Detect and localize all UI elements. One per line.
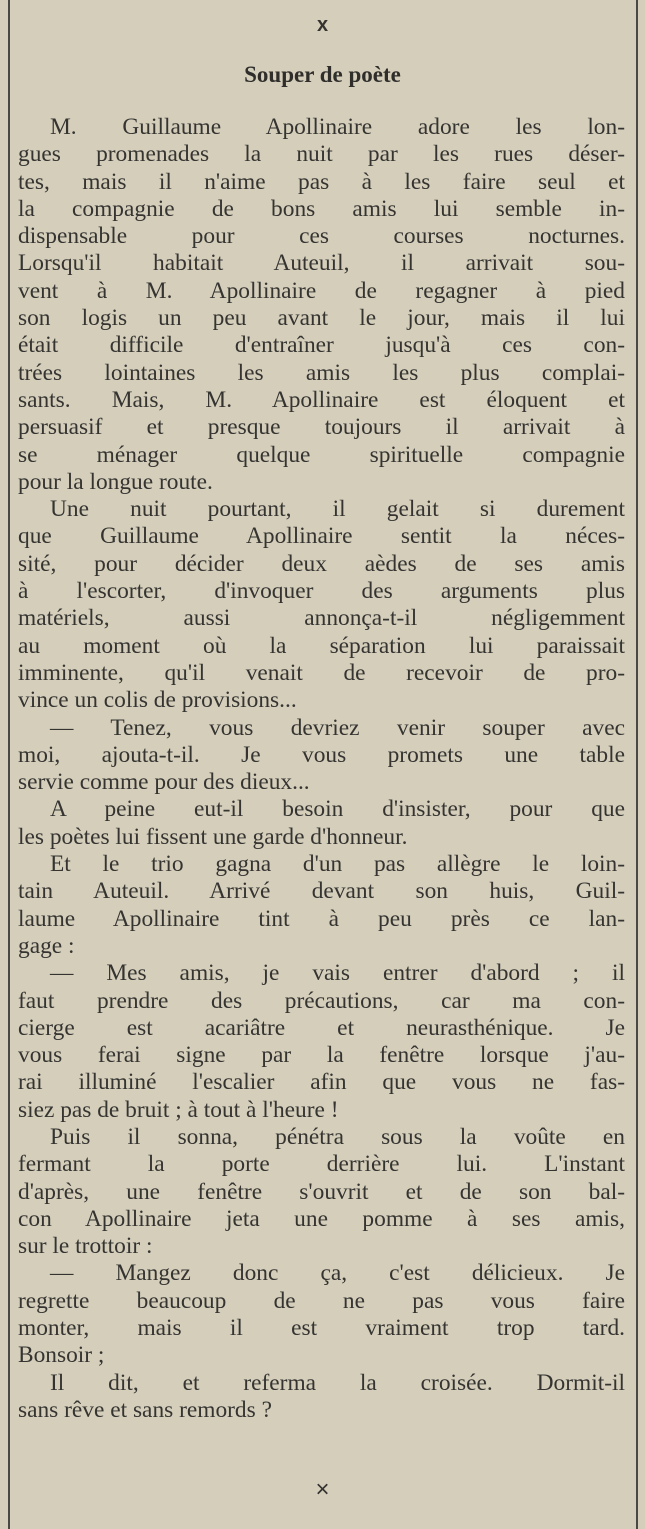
text-line: se ménager quelque spirituelle compagnie: [18, 441, 625, 468]
text-line: Puis il sonna, pénétra sous la voûte en: [50, 1123, 625, 1150]
text-line: gage :: [18, 932, 75, 959]
text-line: A peine eut-il besoin d'insister, pour que: [50, 796, 625, 823]
column-rule-left: [8, 0, 10, 1529]
text-line: tes, mais il n'aime pas à les faire seul et: [18, 168, 625, 195]
text-line: que Guillaume Apollinaire sentit la néces-: [18, 523, 625, 550]
text-line: sité, pour décider deux aèdes de ses amis: [18, 550, 625, 577]
text-line: cierge est acariâtre et neurasthénique. Je: [18, 1014, 625, 1041]
text-line: gues promenades la nuit par les rues déser-: [18, 141, 625, 168]
text-line: — Mangez donc ça, c'est délicieux. Je: [50, 1260, 625, 1287]
text-line: faut prendre des précautions, car ma con-: [18, 987, 625, 1014]
text-line: les poètes lui fissent une garde d'honneur.: [18, 823, 408, 850]
text-line: con Apollinaire jeta une pomme à ses amis,: [18, 1205, 625, 1232]
article-body: [18, 114, 625, 1424]
text-line: trées lointaines les amis les plus complai-: [18, 359, 625, 386]
text-line: moi, ajouta-t-il. Je vous promets une table: [18, 741, 625, 768]
text-line: Lorsqu'il habitait Auteuil, il arrivait sou-: [18, 250, 625, 277]
text-line: siez pas de bruit ; à tout à l'heure !: [18, 1096, 339, 1123]
text-line: dispensable pour ces courses nocturnes.: [18, 223, 625, 250]
text-line: Bonsoir ;: [18, 1342, 105, 1369]
text-line: Il dit, et referma la croisée. Dormit-il: [50, 1369, 625, 1396]
text-line: Une nuit pourtant, il gelait si durement: [50, 496, 625, 523]
text-line: matériels, aussi annonça-t-il négligemment: [18, 605, 625, 632]
text-line: rai illuminé l'escalier afin que vous ne fas-: [18, 1069, 625, 1096]
text-line: persuasif et presque toujours il arrivait à: [18, 414, 625, 441]
article-title: Souper de poète: [244, 62, 401, 87]
text-line: servie comme pour des dieux...: [18, 769, 310, 796]
ornament-top: x: [316, 14, 329, 36]
text-line: imminente, qu'il venait de recevoir de pro-: [18, 659, 625, 686]
text-line: fermant la porte derrière lui. L'instant: [18, 1151, 625, 1178]
text-line: pour la longue route.: [18, 468, 213, 495]
text-line: vous ferai signe par la fenêtre lorsque j'au-: [18, 1042, 625, 1069]
text-line: laume Apollinaire tint à peu près ce lan-: [18, 905, 625, 932]
text-line: — Mes amis, je vais entrer d'abord ; il: [50, 960, 625, 987]
text-line: sants. Mais, M. Apollinaire est éloquent et: [18, 386, 625, 413]
ornament-bottom: ×: [315, 1476, 330, 1503]
text-line: d'après, une fenêtre s'ouvrit et de son bal-: [18, 1178, 625, 1205]
text-line: vince un colis de provisions...: [18, 687, 297, 714]
text-line: vent à M. Apollinaire de regagner à pied: [18, 277, 625, 304]
text-line: sans rêve et sans remords ?: [18, 1396, 272, 1423]
text-line: à l'escorter, d'invoquer des arguments plus: [18, 578, 625, 605]
text-line: la compagnie de bons amis lui semble in-: [18, 195, 625, 222]
text-line: sur le trottoir :: [18, 1233, 153, 1260]
text-line: était difficile d'entraîner jusqu'à ces con-: [18, 332, 625, 359]
text-line: monter, mais il est vraiment trop tard.: [18, 1315, 625, 1342]
text-line: regrette beaucoup de ne pas vous faire: [18, 1287, 625, 1314]
text-line: M. Guillaume Apollinaire adore les lon-: [50, 114, 625, 140]
text-line: — Tenez, vous devriez venir souper avec: [50, 714, 625, 741]
text-line: tain Auteuil. Arrivé devant son huis, Guil-: [18, 878, 625, 905]
text-line: son logis un peu avant le jour, mais il lui: [18, 305, 625, 332]
text-line: Et le trio gagna d'un pas allègre le loin-: [50, 851, 625, 878]
text-line: au moment où la séparation lui paraissait: [18, 632, 625, 659]
column-rule-right: [636, 0, 638, 1529]
